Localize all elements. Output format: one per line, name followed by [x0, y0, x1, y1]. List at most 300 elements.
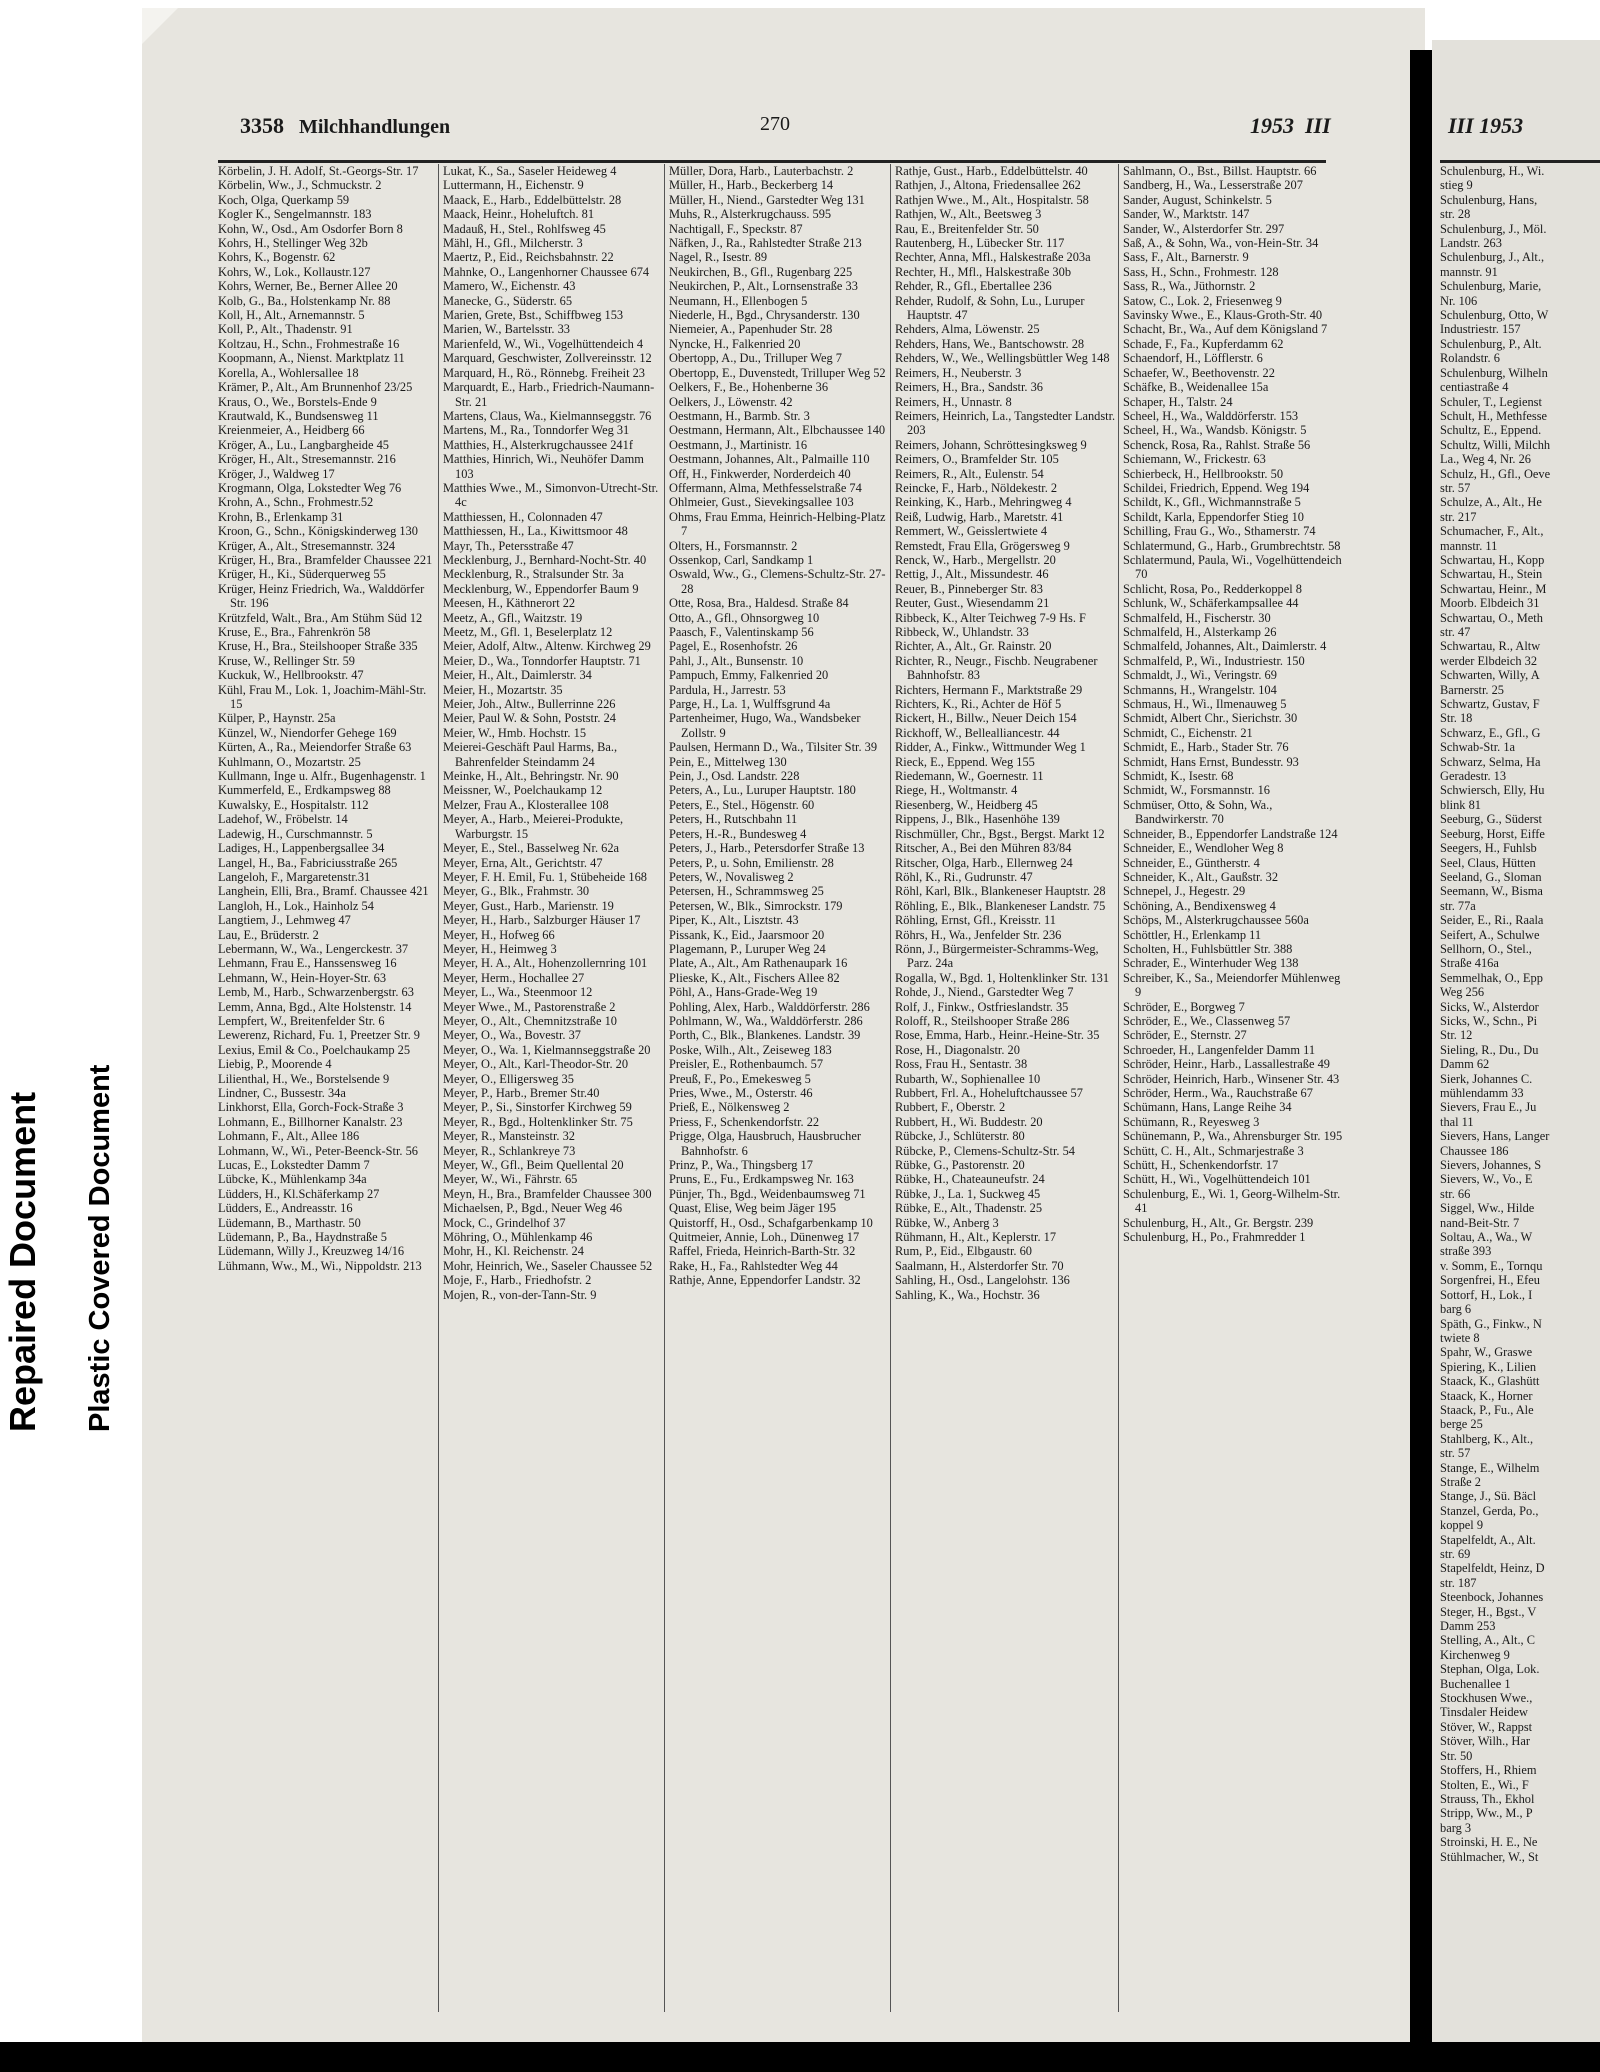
adjacent-page-line: Schwarz, E., Gfl., G [1440, 725, 1541, 740]
directory-entry: Ohms, Frau Emma, Heinrich-Helbing-Platz 7 [669, 509, 886, 539]
directory-entry: Poske, Wilh., Alt., Zeiseweg 183 [669, 1042, 832, 1057]
adjacent-page-line: Schulz, H., Gfl., Oeve [1440, 466, 1551, 481]
directory-entry: Paasch, F., Valentinskamp 56 [669, 625, 814, 639]
directory-column-1 [218, 164, 436, 2012]
adjacent-page-line: Sierk, Johannes C. [1440, 1071, 1533, 1086]
directory-entry: Madauß, H., Stel., Rohlfsweg 45 [443, 221, 606, 236]
directory-entry: Rau, E., Breitenfelder Str. 50 [895, 221, 1039, 236]
adjacent-page-line: Schwartau, H., Kopp [1440, 552, 1545, 567]
adjacent-page-line: Sievers, W., Vo., E [1440, 1172, 1533, 1187]
directory-entry: Rieck, E., Eppend. Weg 155 [895, 754, 1035, 769]
directory-entry: Neumann, H., Ellenbogen 5 [669, 293, 808, 308]
directory-entry: Schacht, Br., Wa., Auf dem Königsland 7 [1123, 322, 1328, 337]
directory-entry: Schmidt, Hans Ernst, Bundesstr. 93 [1123, 754, 1299, 769]
directory-entry: Meyer, Herm., Hochallee 27 [443, 970, 585, 985]
directory-entry: Schütt, H., Wi., Vogelhüttendeich 101 [1123, 1172, 1311, 1187]
directory-entry: Pohling, Alex, Harb., Walddörferstr. 286 [669, 999, 870, 1014]
directory-entry: Meyer Wwe., M., Pastorenstraße 2 [443, 999, 616, 1014]
directory-entry: Meesen, H., Käthnerort 22 [443, 596, 576, 611]
directory-entry: Künzel, W., Niendorfer Gehege 169 [218, 725, 397, 740]
directory-entry: Matthies Wwe., M., Simonvon-Utrecht-Str. 4c [443, 480, 659, 510]
directory-entry: Schünemann, P., Wa., Ahrensburger Str. 195 [1123, 1129, 1343, 1144]
directory-entry: Mecklenburg, W., Eppendorfer Baum 9 [443, 581, 639, 596]
directory-entry: Niederle, H., Bgd., Chrysanderstr. 130 [669, 308, 860, 323]
directory-entry: Martens, M., Ra., Tonndorfer Weg 31 [443, 423, 630, 438]
adjacent-page-line: Stoffers, H., Rhiem [1440, 1763, 1537, 1778]
directory-entry: Rathje, Gust., Harb., Eddelbüttelstr. 40 [895, 164, 1088, 178]
directory-entry: Mähl, H., Gfl., Milcherstr. 3 [443, 236, 583, 251]
directory-entry: Rehders, Hans, We., Bantschowstr. 28 [895, 336, 1085, 351]
directory-entry: Reimers, H., Neuberstr. 3 [895, 365, 1022, 380]
adjacent-page-line: Staack, P., Fu., Ale [1440, 1402, 1534, 1417]
directory-entry: Krüger, H., Ki., Süderquerweg 55 [218, 567, 386, 582]
directory-entry: Meier, W., Hmb. Hochstr. 15 [443, 725, 587, 740]
header-volume: III [1305, 113, 1331, 138]
directory-entry: Reiß, Ludwig, Harb., Maretstr. 41 [895, 509, 1064, 524]
directory-entry: Lübcke, K., Mühlenkamp 34a [218, 1172, 367, 1187]
directory-entry: Rum, P., Eid., Elbgaustr. 60 [895, 1244, 1032, 1259]
directory-entry: Riege, H., Woltmanstr. 4 [895, 783, 1018, 798]
directory-entry: Müller, H., Niend., Garstedter Weg 131 [669, 192, 865, 207]
directory-entry: Kuhlmann, O., Mozartstr. 25 [218, 754, 361, 769]
adjacent-page-line: Stroinski, H. E., Ne [1440, 1835, 1538, 1850]
directory-entry: Lindner, C., Bussestr. 34a [218, 1086, 346, 1100]
directory-entry: Oelkers, F., Be., Hohenberne 36 [669, 380, 829, 395]
directory-entry: Off, H., Finkwerder, Norderdeich 40 [669, 466, 851, 481]
directory-entry: Petersen, W., Blk., Simrockstr. 179 [669, 898, 843, 913]
directory-entry: Rubbert, Frl. A., Hoheluftchaussee 57 [895, 1086, 1083, 1100]
adjacent-page-line: Str. 18 [1440, 711, 1473, 726]
directory-entry: Lempfert, W., Breitenfelder Str. 6 [218, 1013, 385, 1028]
directory-entry: Oestmann, J., Martinistr. 16 [669, 437, 808, 452]
directory-entry: Meyer, L., Wa., Steenmoor 12 [443, 985, 593, 1000]
adjacent-page-line: Stahlberg, K., Alt., [1440, 1431, 1534, 1446]
directory-entry: Meyer, H. A., Alt., Hohenzollernring 101 [443, 956, 648, 971]
directory-entry: Schäfke, B., Weidenallee 15a [1123, 380, 1269, 395]
directory-entry: Marquard, H., Rö., Rönnebg. Freiheit 23 [443, 365, 646, 380]
adjacent-page-line: thal 11 [1440, 1114, 1474, 1129]
repaired-document-stamp: Repaired Document [2, 1091, 43, 1432]
adjacent-page-line: Schult, H., Methfesse [1440, 408, 1548, 423]
directory-entry: Meier, Joh., Altw., Bullerrinne 226 [443, 697, 616, 712]
directory-entry: Schreiber, K., Sa., Meiendorfer Mühlenweg 9 [1123, 970, 1341, 1000]
directory-entry: Kummerfeld, E., Erdkampsweg 88 [218, 783, 391, 798]
adjacent-page-line: Str. 12 [1440, 1028, 1473, 1043]
adjacent-page-line: nand-Beit-Str. 7 [1440, 1215, 1520, 1230]
directory-entry: Pardula, H., Jarrestr. 53 [669, 682, 786, 697]
directory-entry: Schlatermund, G., Harb., Grumbrechtstr. 58 [1123, 538, 1341, 553]
directory-entry: Pagel, E., Rosenhofstr. 26 [669, 639, 798, 654]
directory-entry: Korella, A., Wohlersallee 18 [218, 365, 359, 380]
page-gutter [1410, 50, 1432, 2045]
adjacent-page-line: str. 28 [1440, 207, 1471, 222]
directory-entry: Rübcke, P., Clemens-Schultz-Str. 54 [895, 1143, 1075, 1158]
directory-entry: Rechter, Anna, Mfl., Halskestraße 203a [895, 250, 1091, 265]
directory-entry: Rübke, E., Alt., Thadenstr. 25 [895, 1201, 1043, 1216]
directory-entry: Rübke, W., Anberg 3 [895, 1215, 999, 1230]
directory-entry: Martens, Claus, Wa., Kielmannseggstr. 76 [443, 408, 652, 423]
directory-entry: Pünjer, Th., Bgd., Weidenbaumsweg 71 [669, 1186, 866, 1201]
adjacent-page-column [1440, 164, 1600, 2012]
directory-entry: Schade, F., Fa., Kupferdamm 62 [1123, 336, 1284, 351]
directory-entry: Kruse, H., Bra., Steilshooper Straße 335 [218, 639, 418, 654]
directory-entry: Savinsky Wwe., E., Klaus-Groth-Str. 40 [1123, 308, 1323, 323]
directory-entry: Müller, H., Harb., Beckerberg 14 [669, 178, 834, 193]
directory-entry: Matthies, H., Alsterkrugchaussee 241f [443, 437, 633, 452]
directory-entry: Lohmann, E., Billhorner Kanalstr. 23 [218, 1114, 403, 1129]
directory-entry: Meyer, H., Hofweg 66 [443, 927, 555, 942]
directory-entry: Külper, P., Haynstr. 25a [218, 711, 336, 726]
directory-entry: Reuer, B., Pinneberger Str. 83 [895, 581, 1043, 596]
directory-entry: Schneider, E., Güntherstr. 4 [1123, 855, 1260, 870]
directory-column-5 [1123, 164, 1343, 2012]
directory-entry: Röhling, E., Blk., Blankeneser Landstr. 75 [895, 898, 1106, 913]
directory-entry: Schröder, Heinr., Harb., Lassallestraße 49 [1123, 1057, 1330, 1072]
directory-entry: Langloh, H., Lok., Hainholz 54 [218, 898, 374, 913]
directory-entry: Schulenburg, E., Wi. 1, Georg-Wilhelm-Str. 41 [1123, 1186, 1341, 1216]
directory-entry: Lüdemann, B., Marthastr. 50 [218, 1215, 361, 1230]
directory-entry: Rübke, J., La. 1, Suckweg 45 [895, 1186, 1041, 1201]
directory-entry: Reinking, K., Harb., Mehringweg 4 [895, 495, 1072, 510]
adjacent-page-line: Schultz, Willi, Milchh [1440, 437, 1551, 452]
directory-entry: Rathje, Anne, Eppendorfer Landstr. 32 [669, 1273, 861, 1288]
adjacent-page-line: Schulze, A., Alt., He [1440, 495, 1542, 510]
directory-entry: Luttermann, H., Eichenstr. 9 [443, 178, 584, 193]
adjacent-page-line: Straße 2 [1440, 1474, 1481, 1489]
directory-entry: Kogler K., Sengelmannstr. 183 [218, 207, 372, 222]
adjacent-page-line: straße 393 [1440, 1244, 1492, 1259]
adjacent-page-line: Rolandstr. 6 [1440, 351, 1500, 366]
directory-entry: Mock, C., Grindelhof 37 [443, 1215, 566, 1230]
directory-entry: Meier, Paul W. & Sohn, Poststr. 24 [443, 711, 616, 726]
directory-entry: Neukirchen, P., Alt., Lornsenstraße 33 [669, 279, 858, 294]
adjacent-page-line: Steenbock, Johannes [1440, 1590, 1544, 1605]
directory-entry: Meyer, A., Harb., Meierei-Produkte, Warburgstr. 15 [443, 812, 624, 841]
adjacent-page-line: Tinsdaler Heidew [1440, 1705, 1528, 1720]
directory-entry: Lebermann, W., Wa., Lengerckestr. 37 [218, 941, 409, 956]
directory-column-3 [669, 164, 887, 2012]
directory-entry: Schöning, A., Bendixensweg 4 [1123, 898, 1276, 913]
directory-entry: Kroon, G., Schn., Königskinderweg 130 [218, 524, 418, 539]
directory-entry: Rautenberg, H., Lübecker Str. 117 [895, 236, 1065, 251]
directory-entry: Rolf, J., Finkw., Ostfrieslandstr. 35 [895, 999, 1069, 1014]
directory-entry: Rehders, Alma, Löwenstr. 25 [895, 322, 1040, 337]
directory-entry: Peters, P., u. Sohn, Emilienstr. 28 [669, 855, 834, 870]
directory-entry: Schröder, E., We., Classenweg 57 [1123, 1013, 1291, 1028]
adjacent-page-line: Chaussee 186 [1440, 1143, 1509, 1158]
directory-entry: Meyer, P., Si., Sinstorfer Kirchweg 59 [443, 1100, 632, 1115]
adjacent-page-line: Sievers, Frau E., Ju [1440, 1100, 1537, 1115]
directory-entry: Pissank, K., Eid., Jaarsmoor 20 [669, 927, 825, 942]
directory-entry: Meyer, G., Blk., Frahmstr. 30 [443, 884, 590, 899]
directory-entry: Maertz, P., Eid., Reichsbahnstr. 22 [443, 250, 614, 265]
directory-entry: Maack, Heinr., Hoheluftch. 81 [443, 207, 595, 222]
adjacent-page-line: Schuler, T., Legienst [1440, 394, 1542, 409]
directory-entry: Schmidt, Albert Chr., Sierichstr. 30 [1123, 711, 1298, 726]
adjacent-page-line: Seel, Claus, Hütten [1440, 855, 1536, 870]
adjacent-page-line: Stockhusen Wwe., [1440, 1691, 1533, 1706]
directory-entry: Linkhorst, Ella, Gorch-Fock-Straße 3 [218, 1100, 404, 1115]
adjacent-page-line: Schwarten, Willy, A [1440, 668, 1540, 683]
directory-entry: Meyer, E., Stel., Basselweg Nr. 62a [443, 841, 620, 856]
directory-entry: Koll, P., Alt., Thadenstr. 91 [218, 322, 353, 337]
adjacent-page-line: Schwiersch, Elly, Hu [1440, 783, 1545, 798]
directory-entry: Näfken, J., Ra., Rahlstedter Straße 213 [669, 236, 862, 251]
directory-entry: Moje, F., Harb., Friedhofstr. 2 [443, 1273, 592, 1288]
adjacent-page-header: III 1953 [1448, 113, 1524, 138]
adjacent-page-line: Stühlmacher, W., St [1440, 1849, 1539, 1864]
adjacent-page-line: Schwarz, Selma, Ha [1440, 754, 1541, 769]
directory-entry: Meier, H., Alt., Daimlerstr. 34 [443, 668, 592, 683]
adjacent-page-line: Weg 256 [1440, 985, 1485, 1000]
adjacent-page-line: Sorgenfrei, H., Efeu [1440, 1273, 1540, 1288]
directory-entry: Schümann, R., Reyesweg 3 [1123, 1114, 1260, 1129]
adjacent-page-line: Sievers, Hans, Langer [1440, 1129, 1550, 1144]
directory-entry: Meyer, F. H. Emil, Fu. 1, Stübeheide 168 [443, 869, 647, 884]
directory-entry: Pries, Wwe., M., Osterstr. 46 [669, 1086, 813, 1100]
directory-entry: Meyer, H., Harb., Salzburger Häuser 17 [443, 913, 641, 928]
directory-entry: Krüger, Heinz Friedrich, Wa., Walddörfer Str. 196 [218, 581, 425, 611]
adjacent-page-line: centiastraße 4 [1440, 380, 1509, 395]
directory-entry: Prinz, P., Wa., Thingsberg 17 [669, 1158, 813, 1173]
directory-entry: Kraus, O., We., Borstels-Ende 9 [218, 394, 377, 409]
directory-entry: Kohrs, Werner, Be., Berner Allee 20 [218, 279, 398, 294]
directory-entry: Richters, K., Ri., Achter de Höf 5 [895, 697, 1062, 712]
directory-entry: Meyer, R., Mansteinstr. 32 [443, 1129, 576, 1144]
adjacent-page-line: Siggel, Ww., Hilde [1440, 1201, 1535, 1216]
directory-entry: Schmüser, Otto, & Sohn, Wa., Bandwirkerstr. 70 [1123, 797, 1273, 827]
directory-entry: Paulsen, Hermann D., Wa., Tilsiter Str. 39 [669, 740, 878, 755]
directory-entry: Richters, Hermann F., Marktstraße 29 [895, 682, 1083, 697]
directory-entry: Lüdders, H., Kl.Schäferkamp 27 [218, 1186, 380, 1201]
adjacent-page-line: barg 3 [1440, 1820, 1472, 1835]
directory-entry: Rübke, G., Pastorenstr. 20 [895, 1158, 1025, 1173]
directory-entry: Partenheimer, Hugo, Wa., Wandsbeker Zollstr. 9 [669, 711, 861, 740]
adjacent-page-line: Stange, E., Wilhelm [1440, 1460, 1540, 1475]
directory-entry: Mohr, H., Kl. Reichenstr. 24 [443, 1244, 584, 1259]
directory-entry: Meyer, R., Schlankreye 73 [443, 1143, 576, 1158]
directory-entry: Schmanns, H., Wrangelstr. 104 [1123, 682, 1277, 697]
directory-entry: Marquardt, E., Harb., Friedrich-Naumann-Str. 21 [443, 380, 655, 409]
adjacent-page-line: Schultz, E., Eppend. [1440, 423, 1542, 438]
directory-entry: Remmert, W., Geisslertwiete 4 [895, 524, 1048, 539]
directory-entry: Lohmann, F., Alt., Allee 186 [218, 1129, 360, 1144]
adjacent-page-line: Schwartau, O., Meth [1440, 610, 1543, 625]
directory-entry: Rohde, J., Niend., Garstedter Weg 7 [895, 985, 1074, 1000]
directory-entry: Schlicht, Rosa, Po., Redderkoppel 8 [1123, 581, 1302, 596]
directory-entry: Lüdders, E., Andreasstr. 16 [218, 1201, 353, 1216]
directory-entry: Sass, F., Alt., Barnerstr. 9 [1123, 250, 1249, 265]
directory-entry: Sandberg, H., Wa., Lesserstraße 207 [1123, 178, 1303, 193]
directory-entry: Schröder, E., Sternstr. 27 [1123, 1028, 1247, 1043]
directory-entry: Obertopp, A., Du., Trilluper Weg 7 [669, 351, 842, 366]
directory-entry: Meyer, Gust., Harb., Marienstr. 19 [443, 898, 614, 913]
directory-entry: Schildt, K., Gfl., Wichmannstraße 5 [1123, 495, 1301, 510]
adjacent-page-line: str. 77a [1440, 898, 1476, 913]
directory-entry: Riedemann, W., Goernestr. 11 [895, 769, 1044, 784]
adjacent-page-line: koppel 9 [1440, 1518, 1484, 1533]
column-divider [438, 164, 439, 2012]
directory-entry: Reimers, Johann, Schröttesingksweg 9 [895, 437, 1087, 452]
directory-entry: Koltzau, H., Schn., Frohmestraße 16 [218, 336, 400, 351]
directory-entry: Schütt, H., Schenkendorfstr. 17 [1123, 1158, 1279, 1173]
header-rule [218, 160, 1326, 163]
directory-entry: Marquard, Geschwister, Zollvereinsstr. 12 [443, 351, 652, 366]
directory-entry: Rubbert, H., Wi. Buddestr. 20 [895, 1114, 1043, 1129]
directory-entry: Meyer, O., Wa. 1, Kielmannseggstraße 20 [443, 1042, 651, 1057]
adjacent-page-line: Schwartau, Heinr., M [1440, 581, 1547, 596]
adjacent-page-line: berge 25 [1440, 1417, 1483, 1432]
directory-entry: Rehders, W., We., Wellingsbüttler Weg 148 [895, 351, 1110, 366]
directory-entry: Mohr, Heinrich, We., Saseler Chaussee 52 [443, 1258, 653, 1273]
directory-entry: Krohn, B., Erlenkamp 31 [218, 509, 344, 524]
adjacent-page-line: twiete 8 [1440, 1330, 1480, 1345]
adjacent-page-line: Schulenburg, Marie, [1440, 279, 1542, 294]
scan-border [0, 2042, 1600, 2072]
adjacent-page-line: Buchenallee 1 [1440, 1676, 1511, 1691]
header-year: 1953 [1250, 113, 1294, 138]
directory-entry: Rettig, J., Alt., Missundestr. 46 [895, 567, 1049, 582]
directory-entry: Schaendorf, H., Löfflerstr. 6 [1123, 351, 1263, 366]
directory-entry: Peters, E., Stel., Högenstr. 60 [669, 797, 815, 812]
adjacent-page-line: Seider, E., Ri., Raala [1440, 913, 1544, 928]
directory-entry: Meier, Adolf, Altw., Altenw. Kirchweg 29 [443, 639, 651, 654]
directory-entry: Rose, H., Diagonalstr. 20 [895, 1042, 1020, 1057]
directory-entry: Meyer, W., Gfl., Beim Quellental 20 [443, 1158, 624, 1173]
adjacent-page-line: Seeland, G., Sloman [1440, 869, 1542, 884]
directory-entry: Krüger, H., Bra., Bramfelder Chaussee 221 [218, 552, 433, 567]
directory-entry: Reimers, O., Bramfelder Str. 105 [895, 452, 1059, 467]
directory-entry: Schlunk, W., Schäferkampsallee 44 [1123, 596, 1299, 611]
directory-entry: Schulenburg, H., Alt., Gr. Bergstr. 239 [1123, 1215, 1314, 1230]
directory-entry: Plate, A., Alt., Am Rathenaupark 16 [669, 956, 848, 971]
directory-entry: Porth, C., Blk., Blankenes. Landstr. 39 [669, 1028, 861, 1043]
adjacent-page-line: La., Weg 4, Nr. 26 [1440, 452, 1531, 467]
directory-entry: Reimers, R., Alt., Eulenstr. 54 [895, 466, 1044, 481]
directory-entry: Sahling, H., Osd., Langelohstr. 136 [895, 1273, 1070, 1288]
adjacent-page-line: Kirchenweg 9 [1440, 1647, 1510, 1662]
column-divider [1118, 164, 1119, 2012]
directory-entry: Kohrs, K., Bogenstr. 62 [218, 250, 336, 265]
directory-entry: Muhs, R., Alsterkrugchauss. 595 [669, 207, 832, 222]
directory-entry: Nagel, R., Isestr. 89 [669, 250, 768, 265]
adjacent-page-line: str. 47 [1440, 625, 1471, 639]
directory-entry: Lüdemann, Willy J., Kreuzweg 14/16 [218, 1244, 405, 1259]
directory-entry: Preuß, F., Po., Emekesweg 5 [669, 1071, 811, 1086]
directory-entry: Schöttler, H., Erlenkamp 11 [1123, 927, 1262, 942]
adjacent-page-line: Straße 416a [1440, 956, 1499, 971]
adjacent-page-line: str. 187 [1440, 1575, 1477, 1590]
adjacent-page-line: Spahr, W., Graswe [1440, 1345, 1533, 1360]
directory-entry: Rehder, Rudolf, & Sohn, Lu., Luruper Hauptstr. 47 [895, 293, 1085, 323]
directory-entry: Lehmann, Frau E., Hanssensweg 16 [218, 956, 397, 971]
directory-entry: Schilling, Frau G., Wo., Sthamerstr. 74 [1123, 524, 1316, 539]
directory-entry: Schröder, Herm., Wa., Rauchstraße 67 [1123, 1086, 1313, 1100]
directory-entry: Schroeder, H., Langenfelder Damm 11 [1123, 1042, 1316, 1057]
directory-entry: Rathjen Wwe., M., Alt., Hospitalstr. 58 [895, 192, 1089, 207]
adjacent-page-line: Strauss, Th., Ekhol [1440, 1791, 1535, 1806]
directory-entry: Kruse, W., Rellinger Str. 59 [218, 653, 355, 668]
column-divider [664, 164, 665, 2012]
directory-entry: Schaper, H., Talstr. 24 [1123, 394, 1233, 409]
directory-entry: Schröder, Heinrich, Harb., Winsener Str. 43 [1123, 1071, 1340, 1086]
directory-entry: Röhling, Ernst, Gfl., Kreisstr. 11 [895, 913, 1056, 928]
directory-entry: Quitmeier, Annie, Loh., Dünenweg 17 [669, 1230, 860, 1245]
directory-entry: Krützfeld, Walt., Bra., Am Stühm Süd 12 [218, 610, 423, 625]
directory-entry: Schrader, E., Winterhuder Weg 138 [1123, 956, 1299, 971]
directory-entry: Kuckuk, W., Hellbrookstr. 47 [218, 668, 364, 683]
directory-entry: Lehmann, W., Hein-Hoyer-Str. 63 [218, 970, 387, 985]
directory-entry: Lüdemann, P., Ba., Haydnstraße 5 [218, 1230, 387, 1245]
directory-entry: Pohlmann, W., Wa., Walddörferstr. 286 [669, 1013, 863, 1028]
adjacent-page-line: Industriestr. 157 [1440, 322, 1521, 337]
directory-entry: Riesenberg, W., Heidberg 45 [895, 797, 1038, 812]
directory-entry: Meier, D., Wa., Tonndorfer Hauptstr. 71 [443, 653, 641, 668]
directory-entry: Mojen, R., von-der-Tann-Str. 9 [443, 1287, 597, 1302]
directory-entry: Quistorff, H., Osd., Schafgarbenkamp 10 [669, 1215, 873, 1230]
directory-entry: Pruns, E., Fu., Erdkampsweg Nr. 163 [669, 1172, 854, 1187]
directory-entry: Reincke, F., Harb., Nöldekestr. 2 [895, 480, 1058, 495]
directory-entry: Sass, H., Schn., Frohmestr. 128 [1123, 264, 1279, 279]
directory-entry: Pein, E., Mittelweg 130 [669, 754, 787, 769]
directory-entry: Meyer, Erna, Alt., Gerichtstr. 47 [443, 855, 603, 870]
directory-entry: Meinke, H., Alt., Behringstr. Nr. 90 [443, 769, 619, 784]
adjacent-page-line: Schulenburg, J., Möl. [1440, 221, 1547, 236]
directory-entry: Schmidt, C., Eichenstr. 21 [1123, 725, 1253, 740]
directory-entry: Mayr, Th., Petersstraße 47 [443, 538, 574, 553]
directory-entry: Koopmann, A., Nienst. Marktplatz 11 [218, 351, 405, 366]
directory-entry: Michaelsen, P., Bgd., Neuer Weg 46 [443, 1201, 623, 1216]
adjacent-page-line: Sellhorn, O., Stel., [1440, 941, 1532, 956]
directory-entry: Rechter, H., Mfl., Halskestraße 30b [895, 264, 1072, 279]
section-title: Milchhandlungen [299, 116, 451, 138]
adjacent-page-line: Stanzel, Gerda, Po., [1440, 1503, 1539, 1518]
adjacent-page-line: Seemann, W., Bisma [1440, 884, 1543, 899]
directory-entry: Marien, W., Bartelsstr. 33 [443, 322, 570, 337]
directory-entry: Rathjen, W., Alt., Beetsweg 3 [895, 207, 1042, 222]
directory-entry: Offermann, Alma, Methfesselstraße 74 [669, 480, 862, 495]
directory-entry: Scheel, H., Wa., Walddörferstr. 153 [1123, 408, 1299, 423]
directory-entry: Röhrs, H., Wa., Jenfelder Str. 236 [895, 927, 1062, 942]
directory-entry: Schmidt, W., Forsmannstr. 16 [1123, 783, 1270, 798]
directory-entry: Ribbeck, K., Alter Teichweg 7-9 Hs. F [895, 610, 1086, 625]
directory-entry: Meierei-Geschäft Paul Harms, Ba., Bahrenfelder Steindamm 24 [443, 740, 618, 769]
directory-entry: Rübcke, J., Schlüterstr. 80 [895, 1129, 1025, 1144]
directory-entry: Richter, A., Alt., Gr. Rainstr. 20 [895, 639, 1052, 654]
directory-entry: Ritscher, A., Bei den Mühren 83/84 [895, 841, 1072, 856]
directory-entry: Schmalfeld, H., Alsterkamp 26 [1123, 625, 1277, 639]
directory-entry: Pampuch, Emmy, Falkenried 20 [669, 668, 829, 683]
directory-entry: Nyncke, H., Falkenried 20 [669, 336, 801, 351]
adjacent-page-line: Schumacher, F., Alt., [1440, 524, 1544, 539]
page-number: 270 [760, 113, 790, 135]
directory-entry: Satow, C., Lok. 2, Friesenweg 9 [1123, 293, 1282, 308]
directory-entry: Pahl, J., Alt., Bunsenstr. 10 [669, 653, 804, 668]
directory-entry: Priess, F., Schenkendorfstr. 22 [669, 1114, 820, 1129]
adjacent-page-line: str. 57 [1440, 480, 1471, 495]
adjacent-page-line: Schulenburg, J., Alt., [1440, 250, 1545, 265]
directory-entry: Pein, J., Osd. Landstr. 228 [669, 769, 800, 784]
adjacent-page-line: Soltau, A., Wa., W [1440, 1230, 1533, 1245]
directory-entry: Lexius, Emil & Co., Poelchaukamp 25 [218, 1042, 411, 1057]
adjacent-page-line: Geradestr. 13 [1440, 769, 1507, 784]
directory-entry: Kröger, J., Waldweg 17 [218, 466, 335, 481]
directory-entry: Liebig, P., Moorende 4 [218, 1057, 332, 1072]
directory-entry: Niemeier, A., Papenhuder Str. 28 [669, 322, 833, 337]
directory-entry: Krogmann, Olga, Lokstedter Weg 76 [218, 480, 402, 495]
directory-entry: Plagemann, P., Luruper Weg 24 [669, 941, 826, 956]
directory-entry: Lohmann, W., Wi., Peter-Beenck-Str. 56 [218, 1143, 418, 1158]
